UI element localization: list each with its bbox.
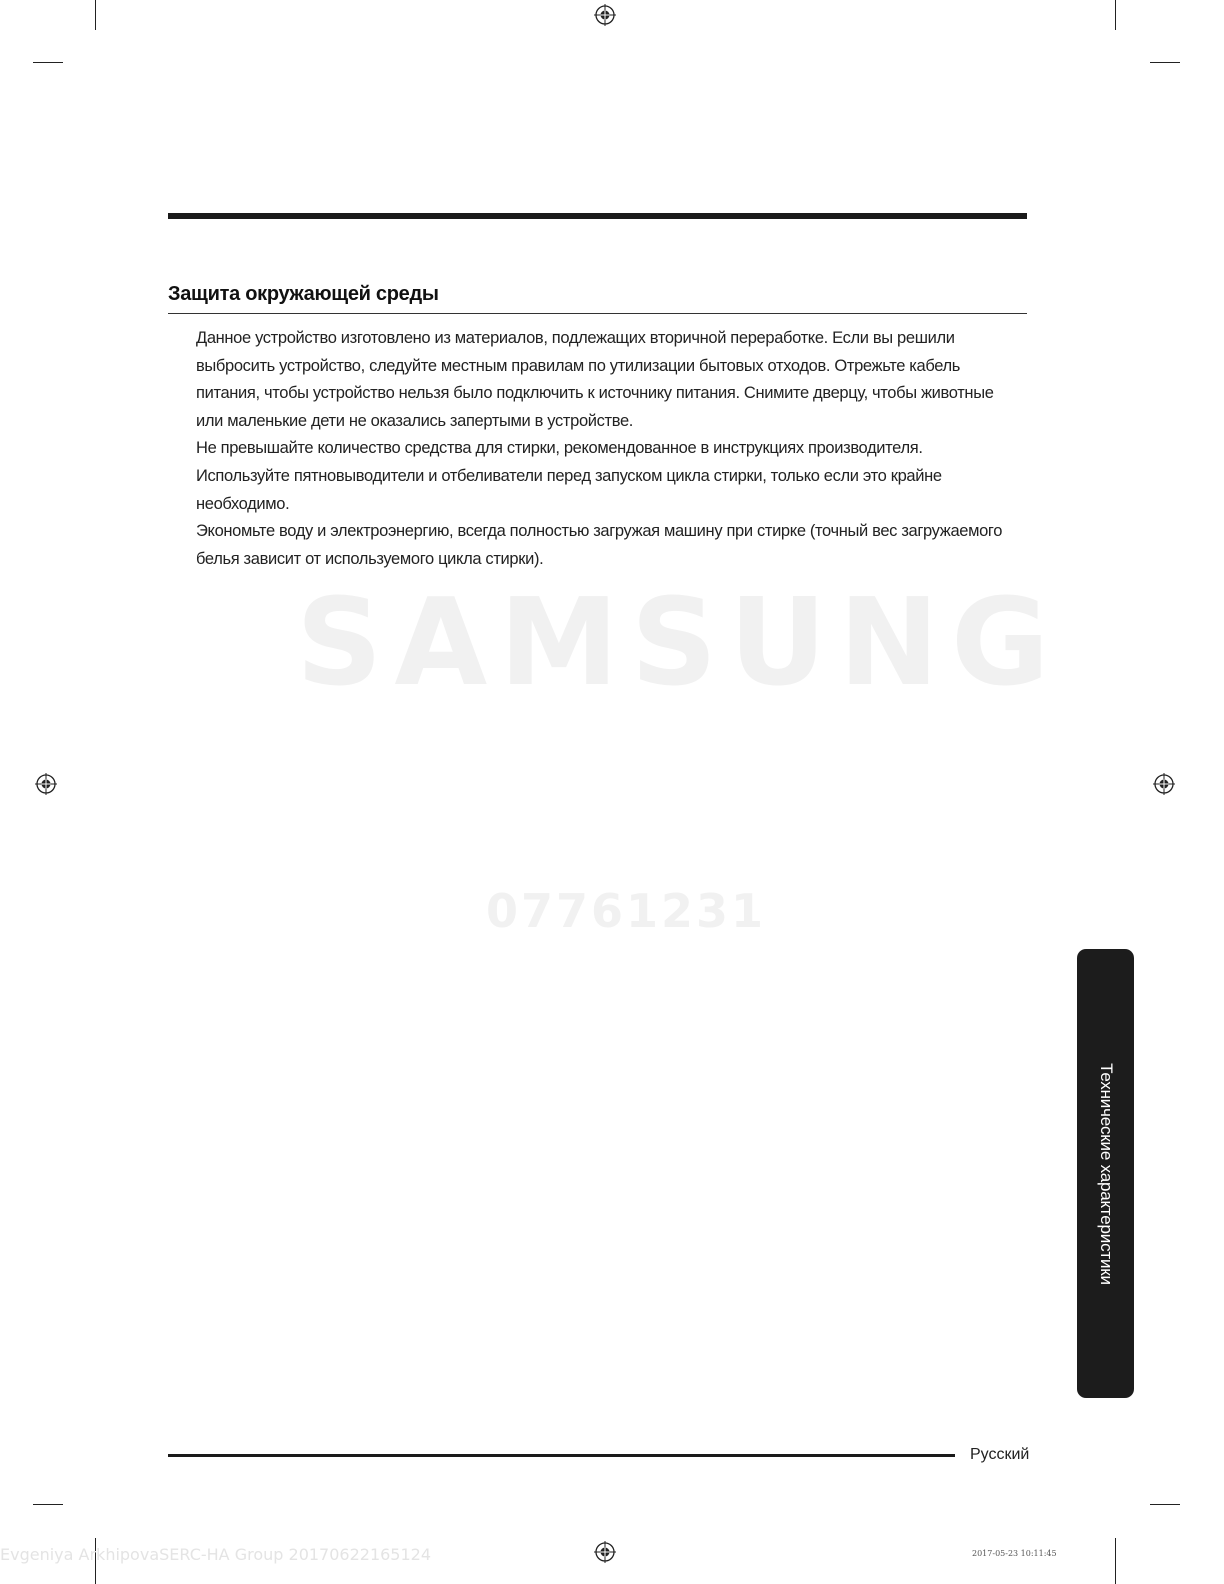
- body-line: белья зависит от используемого цикла стирки).: [196, 549, 544, 568]
- body-line: или маленькие дети не оказались запертыми в устройстве.: [196, 411, 634, 430]
- code-watermark: 07761231: [486, 884, 767, 938]
- registration-mark-icon: [35, 773, 57, 795]
- body-line: выбросить устройство, следуйте местным правилам по утилизации бытовых отходов. Отрежьте кабель: [196, 356, 961, 375]
- section-body: [196, 325, 1031, 573]
- body-line: Используйте пятновыводители и отбеливатели перед запуском цикла стирки, только если это крайне: [196, 466, 942, 485]
- body-line: Данное устройство изготовлено из материалов, подлежащих вторичной переработке. Если вы решили: [196, 329, 955, 347]
- crop-mark-bottom-right: [1115, 1538, 1116, 1584]
- brand-watermark: SAMSUNG: [296, 574, 1062, 713]
- crop-mark-left-top: [33, 62, 63, 63]
- crop-mark-top-left: [95, 0, 96, 30]
- crop-mark-top-right: [1115, 0, 1116, 30]
- footer-print-meta: Evgeniya ArkhipovaSERC-HA Group 20170622165124: [0, 1545, 432, 1564]
- body-line: Не превышайте количество средства для стирки, рекомендованное в инструкциях производителя.: [196, 439, 923, 458]
- section-title: Защита окружающей среды: [168, 283, 439, 305]
- section-divider: [168, 313, 1027, 314]
- body-line: питания, чтобы устройство нельзя было подключить к источнику питания. Снимите дверцу, чтобы животные: [196, 384, 994, 403]
- footer-print-datetime: 2017-05-23 10:11:45: [972, 1549, 1057, 1558]
- crop-mark-left-bottom: [33, 1504, 63, 1505]
- chapter-tab-label: Технические характеристики: [1096, 1062, 1116, 1285]
- body-line: Экономьте воду и электроэнергию, всегда полностью загружая машину при стирке (точный вес загружаемого: [196, 522, 1003, 541]
- header-rule: [168, 213, 1027, 219]
- registration-mark-icon: [1153, 773, 1175, 795]
- footer-rule: [168, 1454, 955, 1457]
- registration-mark-icon: [594, 1541, 616, 1563]
- registration-mark-icon: [594, 4, 616, 26]
- footer-language: Русский: [970, 1446, 1030, 1463]
- crop-mark-right-bottom: [1150, 1504, 1180, 1505]
- body-line: необходимо.: [196, 494, 290, 513]
- crop-mark-right-top: [1150, 62, 1180, 63]
- chapter-tab: [1077, 949, 1134, 1398]
